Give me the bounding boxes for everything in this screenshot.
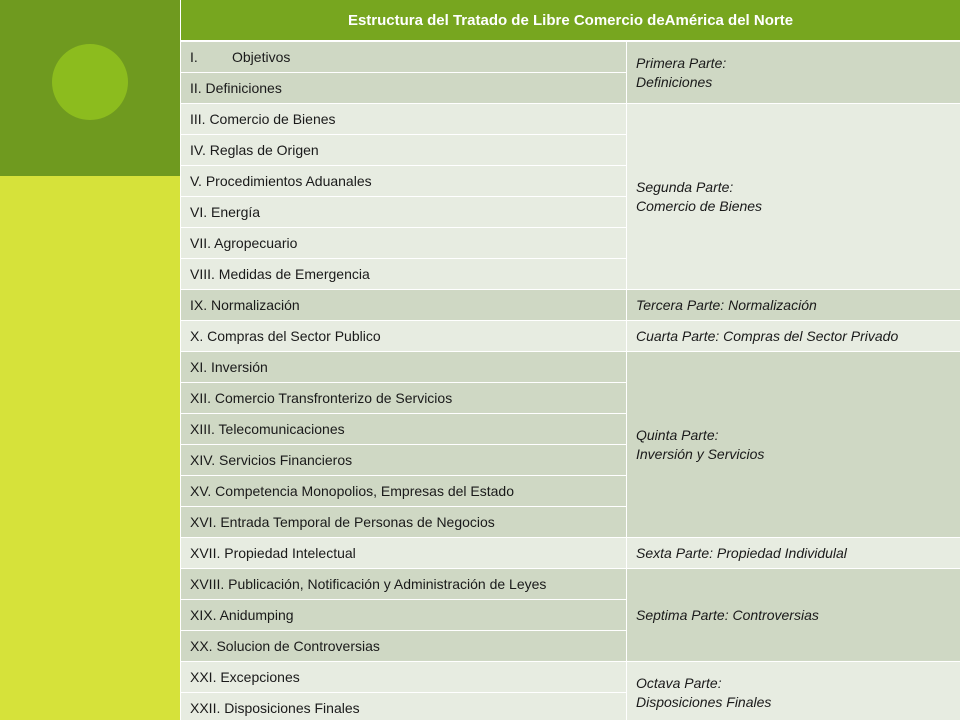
- part-label: Disposiciones Finales: [636, 693, 772, 710]
- chapter-cell: XIII. Telecomunicaciones: [181, 414, 627, 445]
- part-cell: [627, 538, 960, 569]
- part-label: Tercera Parte: Normalización: [636, 296, 817, 313]
- table-row: [181, 352, 960, 383]
- chapter-cell: XXII. Disposiciones Finales: [181, 693, 627, 720]
- part-label: Octava Parte:: [636, 674, 722, 691]
- chapter-cell: XIV. Servicios Financieros: [181, 445, 627, 476]
- table-row: [181, 104, 960, 135]
- part-label: Quinta Parte:: [636, 426, 719, 443]
- part-cell: [627, 290, 960, 321]
- part-label: Segunda Parte:: [636, 178, 734, 195]
- side-panel-light: [0, 176, 180, 720]
- part-cell: [627, 104, 960, 290]
- table-row: [181, 538, 960, 569]
- part-cell: [627, 352, 960, 538]
- chapter-cell: V. Procedimientos Aduanales: [181, 166, 627, 197]
- chapter-label: Objetivos: [232, 49, 291, 65]
- chapter-cell: II. Definiciones: [181, 73, 627, 104]
- table-row: [181, 662, 960, 693]
- part-label: Inversión y Servicios: [636, 445, 765, 462]
- chapter-cell: IX. Normalización: [181, 290, 627, 321]
- table-header-row: [181, 0, 960, 41]
- chapter-cell: III. Comercio de Bienes: [181, 104, 627, 135]
- chapter-cell: VII. Agropecuario: [181, 228, 627, 259]
- chapter-cell: XX. Solucion de Controversias: [181, 631, 627, 662]
- table-row: [181, 41, 960, 73]
- table-row: [181, 321, 960, 352]
- chapter-cell: XVIII. Publicación, Notificación y Administración de Leyes: [181, 569, 627, 600]
- table-row: [181, 290, 960, 321]
- chapter-cell: XII. Comercio Transfronterizo de Servicios: [181, 383, 627, 414]
- chapter-cell: XVII. Propiedad Intelectual: [181, 538, 627, 569]
- treaty-structure-table: [180, 0, 960, 720]
- decorative-circle: [52, 44, 128, 120]
- chapter-cell: XV. Competencia Monopolios, Empresas del Estado: [181, 476, 627, 507]
- part-label: Definiciones: [636, 73, 713, 90]
- chapter-cell: XVI. Entrada Temporal de Personas de Negocios: [181, 507, 627, 538]
- part-label: Primera Parte:: [636, 54, 727, 71]
- part-label: Sexta Parte: Propiedad Individulal: [636, 544, 847, 561]
- chapter-number: I.: [190, 49, 198, 65]
- table-title: Estructura del Tratado de Libre Comercio deAmérica del Norte: [181, 0, 960, 41]
- part-label: Comercio de Bienes: [636, 197, 763, 214]
- part-cell: [627, 321, 960, 352]
- part-cell: [627, 569, 960, 662]
- chapter-cell: IV. Reglas de Origen: [181, 135, 627, 166]
- chapter-cell: XI. Inversión: [181, 352, 627, 383]
- treaty-table-container: [180, 0, 960, 720]
- chapter-cell: [181, 41, 627, 73]
- chapter-cell: X. Compras del Sector Publico: [181, 321, 627, 352]
- chapter-cell: XIX. Anidumping: [181, 600, 627, 631]
- part-cell: [627, 662, 960, 720]
- chapter-cell: XXI. Excepciones: [181, 662, 627, 693]
- part-cell: [627, 41, 960, 104]
- chapter-cell: VI. Energía: [181, 197, 627, 228]
- part-label: Septima Parte: Controversias: [636, 606, 819, 623]
- chapter-cell: VIII. Medidas de Emergencia: [181, 259, 627, 290]
- part-label: Cuarta Parte: Compras del Sector Privado: [636, 327, 899, 344]
- table-row: [181, 569, 960, 600]
